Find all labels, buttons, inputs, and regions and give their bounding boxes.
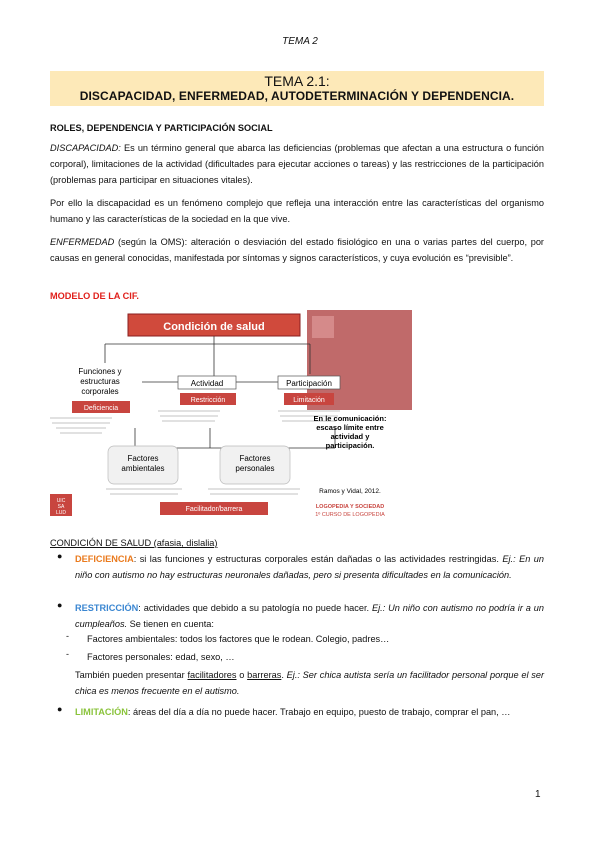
bullet-icon: ●	[57, 551, 63, 561]
logo-line-2: SA	[57, 504, 65, 510]
title-box	[50, 71, 544, 106]
term-restriccion: RESTRICCIÓN	[75, 603, 139, 613]
book-title: LOGOPEDIA Y SOCIEDAD	[315, 504, 385, 510]
facilitadores-pre: También pueden presentar	[75, 670, 188, 680]
term-deficiencia: DEFICIENCIA	[75, 554, 134, 564]
book-subtitle: 1º CURSO DE LOGOPEDIA	[315, 512, 385, 518]
limitacion-text: : áreas del día a día no puede hacer. Trabajo en equipo, puesto de trabajo, comprar el pan, …	[127, 707, 511, 717]
participacion-label: Participación	[286, 379, 332, 388]
dash-icon: -	[66, 631, 69, 641]
limitacion-label: Limitación	[293, 397, 325, 404]
term-discapacidad: DISCAPACIDAD:	[50, 143, 121, 153]
cover-block	[312, 316, 334, 338]
restriccion-text: : actividades que debido a su patología no puede hacer.	[138, 603, 372, 613]
cif-model-diagram	[50, 308, 550, 533]
title-line-2: DISCAPACIDAD, ENFERMEDAD, AUTODETERMINACIÓN Y DEPENDENCIA.	[79, 89, 515, 103]
condicion-salud-heading: CONDICIÓN DE SALUD (afasia, dislalia)	[50, 538, 218, 548]
modelo-heading: MODELO DE LA CIF.	[50, 291, 139, 301]
logo-line-1: UIC	[56, 498, 66, 504]
item-facilitadores	[75, 667, 544, 699]
facilitadores-o: o	[236, 670, 248, 680]
funciones-label: Funciones y estructuras corporales	[78, 367, 122, 396]
bullet-icon: ●	[57, 600, 63, 610]
paragraph-discapacidad	[50, 140, 544, 188]
personales-label: Factores personales	[235, 454, 275, 473]
page-number: 1	[535, 789, 541, 800]
item-deficiencia	[75, 551, 544, 583]
deficiencia-example: Ej.: En un niño con autismo no hay estructuras neuronales dañadas, pero si presenta dificultades en la comunicación.	[75, 554, 544, 580]
factor-personal: Factores personales: edad, sexo, …	[87, 652, 235, 662]
enfermedad-source: (según la OMS):	[114, 237, 188, 247]
actividad-label: Actividad	[190, 379, 224, 388]
dash-icon: -	[66, 649, 69, 659]
restriccion-label: Restricción	[190, 397, 226, 404]
bullet-icon: ●	[57, 704, 63, 714]
term-limitacion: LIMITACIÓN	[75, 707, 128, 717]
term-enfermedad: ENFERMEDAD	[50, 237, 115, 247]
logo-line-3: LUD	[55, 510, 67, 516]
paragraph-enfermedad	[50, 234, 544, 266]
paragraph-fenomeno: Por ello la discapacidad es un fenómeno complejo que refleja una interacción entre las características del organismo humano y las características de la sociedad en la que vive.	[50, 198, 544, 224]
facilitadores-example: Ej.: Ser chica autista sería un facilitador personal porque el ser chica es menos frecuente en el autismo.	[75, 670, 545, 696]
restriccion-example: Ej.: Un niño con autismo no podría ir a un cumpleaños.	[75, 603, 545, 629]
page-header: TEMA 2	[282, 36, 318, 47]
item-limitacion	[75, 704, 544, 720]
note-text: En le comunicación: escaso límite entre actividad y participación.	[313, 414, 387, 450]
credit-text: Ramos y Vidal, 2012.	[319, 488, 381, 495]
deficiencia-text: : si las funciones y estructuras corporales están dañadas o las actividades restringidas.	[133, 554, 503, 564]
facilitadores-word: facilitadores	[187, 670, 237, 680]
ambientales-label: Factores ambientales	[121, 454, 165, 473]
deficiencia-label: Deficiencia	[83, 405, 119, 412]
discapacidad-text: Es un término general que abarca las deficiencias (problemas que afectan a una estructura o función corporal), limitaciones de la actividad (dificultades para ejecutar acciones o tareas) y las restricciones de la participación (problemas para participar en situaciones vitales).	[50, 143, 544, 185]
barreras-word: barreras	[247, 670, 282, 680]
condicion-salud-label: Condición de salud	[163, 321, 265, 333]
facilitador-label: Facilitador/barrera	[185, 506, 243, 513]
facilitadores-dot: .	[281, 670, 287, 680]
section-heading: ROLES, DEPENDENCIA Y PARTICIPACIÓN SOCIAL	[50, 123, 273, 133]
factor-ambiental: Factores ambientales: todos los factores que le rodean. Colegio, padres…	[87, 634, 390, 644]
restriccion-tail: Se tienen en cuenta:	[127, 619, 214, 629]
item-restriccion	[75, 600, 544, 632]
enfermedad-text: alteración o desviación del estado fisiológico en una o varias partes del cuerpo, por causas en general conocidas, manifestada por síntomas y signos característicos, y cuya evolución es “previsible”.	[50, 237, 544, 263]
title-line-1: TEMA 2.1:	[264, 73, 330, 89]
